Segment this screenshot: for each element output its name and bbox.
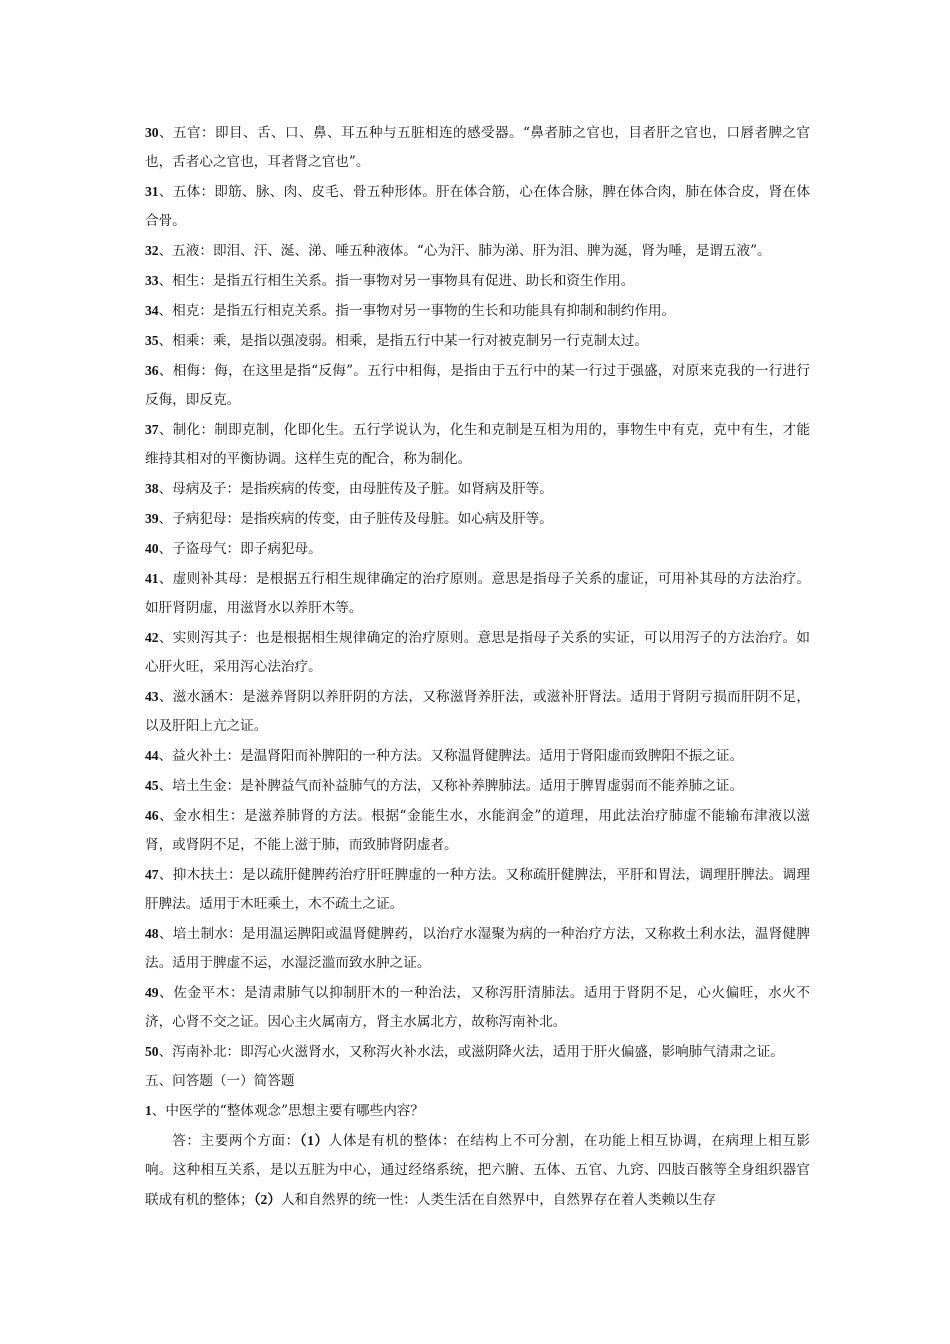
item-text: 、相乘：乘，是指以强凌弱。相乘，是指五行中某一行对被克制另一行克制太过。	[158, 333, 648, 349]
item-number: 44	[145, 748, 159, 763]
definition-item	[145, 801, 810, 860]
definition-item	[145, 623, 810, 682]
definition-item	[145, 534, 810, 564]
item-number: 30	[145, 125, 159, 140]
answer-point-2-number: （2）	[253, 1192, 281, 1207]
item-number: 34	[145, 303, 159, 318]
item-number: 33	[145, 273, 159, 288]
item-text: 、益火补土：是温肾阳而补脾阳的一种方法。又称温肾健脾法。适用于肾阳虚而致脾阳不振之证。	[158, 748, 744, 764]
document-body	[145, 118, 810, 1215]
definition-item	[145, 682, 810, 741]
item-number: 39	[145, 511, 159, 526]
item-text: 、泻南补北：即泻心火滋肾水，又称泻火补水法，或滋阴降火法，适用于肝火偏盛，影响肺气清肃之证。	[158, 1044, 784, 1060]
definition-item	[145, 919, 810, 978]
item-number: 37	[145, 422, 159, 437]
definition-item	[145, 415, 810, 474]
item-number: 43	[145, 689, 159, 704]
item-text: 、滋水涵木：是滋养肾阴以养肝阴的方法，又称滋肾养肝法，或滋补肝肾法。适用于肾阴亏损而肝阴不足，以及肝阳上亢之证。	[145, 689, 810, 734]
item-number: 31	[145, 184, 159, 199]
item-number: 38	[145, 481, 159, 496]
definition-item	[145, 266, 810, 296]
item-number: 35	[145, 333, 159, 348]
item-text: 、子病犯母：是指疾病的传变，由子脏传及母脏。如心病及肝等。	[158, 511, 553, 527]
item-text: 、培土制水：是用温运脾阳或温肾健脾药，以治疗水湿聚为病的一种治疗方法，又称救土利水法，温肾健脾法。适用于脾虚不运，水湿泛滥而致水肿之证。	[145, 926, 810, 971]
definition-item	[145, 177, 810, 236]
item-text: 、抑木扶土：是以疏肝健脾药治疗肝旺脾虚的一种方法。又称疏肝健脾法，平肝和胃法，调理肝脾法。调理肝脾法。适用于木旺乘土，木不疏土之证。	[145, 867, 810, 912]
definition-item	[145, 296, 810, 326]
definition-item	[145, 504, 810, 534]
definition-item	[145, 326, 810, 356]
item-text: 、相生：是指五行相生关系。指一事物对另一事物具有促进、助长和资生作用。	[158, 273, 635, 289]
definition-item	[145, 771, 810, 801]
definition-item	[145, 978, 810, 1037]
item-text: 、母病及子：是指疾病的传变，由母脏传及子脏。如肾病及肝等。	[158, 481, 553, 497]
item-number: 32	[145, 243, 159, 258]
item-number: 50	[145, 1044, 159, 1059]
item-text: 、虚则补其母：是根据五行相生规律确定的治疗原则。意思是指母子关系的虚证，可用补其母的方法治疗。如肝肾阴虚，用滋肾水以养肝木等。	[145, 571, 810, 616]
definition-item	[145, 741, 810, 771]
item-text: 、佐金平木：是清肃肺气以抑制肝木的一种治法，又称泻肝清肺法。适用于肾阴不足，心火偏旺，水火不济，心肾不交之证。因心主火属南方，肾主水属北方，故称泻南补北。	[145, 985, 810, 1030]
item-number: 49	[145, 985, 159, 1000]
item-number: 45	[145, 778, 159, 793]
item-text: 、培土生金：是补脾益气而补益肺气的方法，又称补养脾肺法。适用于脾胃虚弱而不能养肺之证。	[158, 778, 744, 794]
item-number: 48	[145, 926, 159, 941]
definition-item	[145, 860, 810, 919]
answer-point-1-text: 人体是有机的整体：在结构上不可分割，在功能上相互协调，在病理上相互影响。这种相互关系，是以五脏为中心，通过经络系统，把六腑、五体、五官、九窍、四肢百骸等全身组织器官联成有机的整体；	[145, 1133, 811, 1208]
item-number: 41	[145, 571, 159, 586]
answer-point-1-number: （1）	[299, 1133, 329, 1148]
definition-item	[145, 564, 810, 623]
question-text: 、中医学的“整体观念”思想主要有哪些内容？	[151, 1103, 424, 1119]
definition-item	[145, 236, 810, 266]
item-text: 、五官：即目、舌、口、鼻、耳五种与五脏相连的感受器。“鼻者肺之官也，目者肝之官也，口唇者脾之官也，舌者心之官也，耳者肾之官也”。	[145, 125, 810, 170]
item-number: 47	[145, 867, 159, 882]
item-number: 42	[145, 630, 159, 645]
item-text: 、金水相生：是滋养肺肾的方法。根据“金能生水，水能润金”的道理，用此法治疗肺虚不能输布津液以滋肾，或肾阴不足，不能上滋于肺，而致肺肾阴虚者。	[145, 808, 810, 853]
definition-item	[145, 356, 810, 415]
item-number: 40	[145, 541, 159, 556]
definition-item	[145, 474, 810, 504]
answer-lead: 答：主要两个方面：	[172, 1133, 300, 1149]
item-text: 、相克：是指五行相克关系。指一事物对另一事物的生长和功能具有抑制和制约作用。	[158, 303, 676, 319]
item-text: 、相侮：侮，在这里是指“反侮”。五行中相侮，是指由于五行中的某一行过于强盛，对原来克我的一行进行反侮，即反克。	[145, 363, 810, 408]
item-number: 46	[145, 808, 159, 823]
item-text: 、实则泻其子：也是根据相生规律确定的治疗原则。意思是指母子关系的实证，可以用泻子的方法治疗。如心肝火旺，采用泻心法治疗。	[145, 630, 810, 675]
item-number: 36	[145, 363, 159, 378]
item-text: 、子盗母气：即子病犯母。	[158, 541, 322, 557]
item-text: 、五体：即筋、脉、肉、皮毛、骨五种形体。肝在体合筋，心在体合脉，脾在体合肉，肺在体合皮，肾在体合骨。	[145, 184, 810, 229]
definition-list	[145, 118, 810, 1067]
question-1	[145, 1096, 810, 1126]
section-heading: 五、问答题（一）简答题	[145, 1073, 295, 1089]
item-text: 、五液：即泪、汗、涎、涕、唾五种液体。“心为汗、肺为涕、肝为泪、脾为涎，肾为唾，是谓五液”。	[158, 243, 771, 259]
answer-paragraph	[145, 1126, 810, 1215]
answer-point-2-text: 人和自然界的统一性：人类生活在自然界中，自然界存在着人类赖以生存	[280, 1192, 716, 1208]
definition-item	[145, 1037, 810, 1067]
item-text: 、制化：制即克制，化即化生。五行学说认为，化生和克制是互相为用的，事物生中有克，克中有生，才能维持其相对的平衡协调。这样生克的配合，称为制化。	[145, 422, 810, 467]
question-number: 1	[145, 1103, 152, 1118]
definition-item	[145, 118, 810, 177]
